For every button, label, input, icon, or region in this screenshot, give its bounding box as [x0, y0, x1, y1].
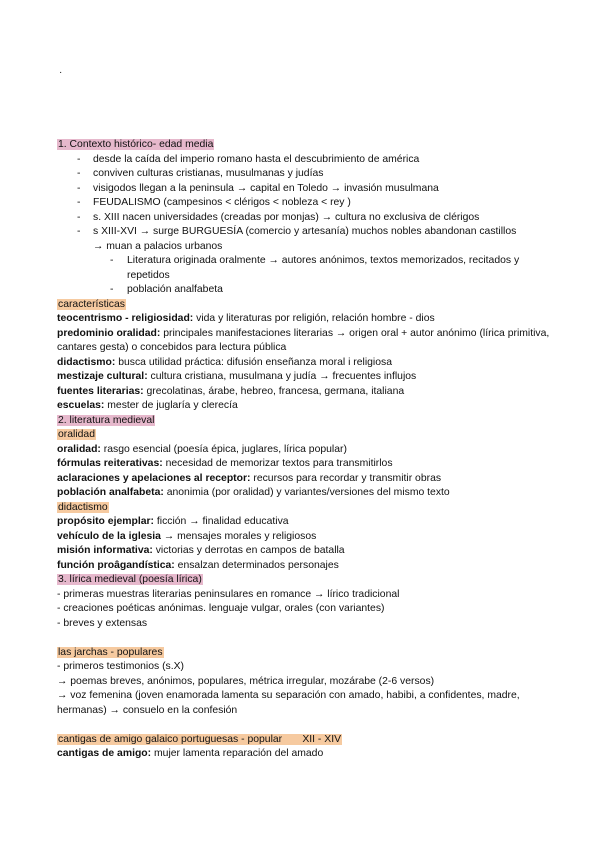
sub-bullet-item: - Literatura originada oralmente → autores anónimos, textos memorizados, recitados y repetidos	[110, 255, 520, 281]
text-line: → poemas breves, anónimos, populares, métrica irregular, mozárabe (2-6 versos)	[57, 675, 435, 687]
document-body	[57, 138, 557, 762]
text-line: - primeras muestras literarias peninsulares en romance → lírico tradicional	[57, 588, 400, 600]
definition-line: mestizaje cultural: cultura cristiana, musulmana y judía → frecuentes influjos	[57, 371, 417, 382]
subheading-didactismo: didactismo	[58, 501, 108, 513]
definition-line: propósito ejemplar: ficción → finalidad educativa	[57, 516, 289, 527]
definition-line: predominio oralidad: principales manifestaciones literarias → origen oral + autor anónimo (lírica primitiva, cantares gesta) o concebidos para lectura pública	[57, 327, 550, 353]
bullet-item: - conviven culturas cristianas, musulmanas y judías	[77, 168, 324, 179]
definition-line: oralidad: rasgo esencial (poesía épica, juglares, lírica popular)	[57, 443, 347, 455]
bullet-item: - s XIII-XVI → surge BURGUESÍA (comercio y artesanía) muchos nobles abandonan castillos	[77, 226, 517, 237]
definition-line: fuentes literarias: grecolatinas, árabe, hebreo, francesa, germana, italiana	[57, 385, 405, 397]
definition-line: cantigas de amigo: mujer lamenta reparación del amado	[57, 748, 324, 759]
definition-line: didactismo: busca utilidad práctica: difusión enseñanza moral i religiosa	[57, 356, 392, 368]
bullet-continuation: → muan a palacios urbanos	[93, 240, 223, 252]
subheading-oralidad: oralidad	[58, 429, 95, 440]
definition-line: vehículo de la iglesia → mensajes morales y religiosos	[57, 530, 317, 542]
definition-line: escuelas: mester de juglaría y clerecía	[57, 400, 238, 411]
section-heading-lirica: 3. lírica medieval (poesía lírica)	[58, 574, 202, 585]
definition-line: población analfabeta: anonimia (por oralidad) y variantes/versiones del mismo texto	[57, 487, 450, 498]
bullet-item: - s. XIII nacen universidades (creadas por monjas) → cultura no exclusiva de clérigos	[77, 211, 480, 223]
bullet-item: - visigodos llegan a la peninsula → capital en Toledo → invasión musulmana	[77, 182, 439, 194]
text-line: - breves y extensas	[57, 617, 148, 629]
stray-mark: ·	[59, 67, 63, 78]
bullet-item: - FEUDALISMO (campesinos < clérigos < nobleza < rey )	[77, 197, 351, 208]
definition-line: función proâgandística: ensalzan determinados personajes	[57, 559, 339, 571]
definition-line: aclaraciones y apelaciones al receptor: recursos para recordar y transmitir obras	[57, 472, 442, 484]
bullet-item: - desde la caída del imperio romano hasta el descubrimiento de américa	[77, 153, 420, 165]
definition-line: misión informativa: victorias y derrotas en campos de batalla	[57, 545, 345, 556]
text-line: - primeros testimonios (s.X)	[57, 661, 185, 672]
definition-line: fórmulas reiterativas: necesidad de memorizar textos para transmitirlos	[57, 458, 393, 469]
text-line: → voz femenina (joven enamorada lamenta su separación con amado, habibi, a confidentes, madre, hermanas) → consuelo en la confesión	[57, 690, 520, 716]
subheading-jarchas: las jarchas - populares	[58, 646, 163, 658]
section-heading-literatura: 2. literatura medieval	[58, 414, 155, 426]
sub-bullet-item: - población analfabeta	[110, 284, 223, 295]
section-heading-contexto: 1. Contexto histórico- edad media	[58, 139, 214, 150]
subheading-cantigas: cantigas de amigo galaico portuguesas - popular XII - XIV	[58, 733, 342, 745]
definition-line: teocentrismo - religiosidad: vida y literaturas por religión, relación hombre - dios	[57, 313, 435, 324]
subheading-caracteristicas: características	[58, 298, 125, 310]
text-line: - creaciones poéticas anónimas. lenguaje vulgar, orales (con variantes)	[57, 603, 385, 614]
